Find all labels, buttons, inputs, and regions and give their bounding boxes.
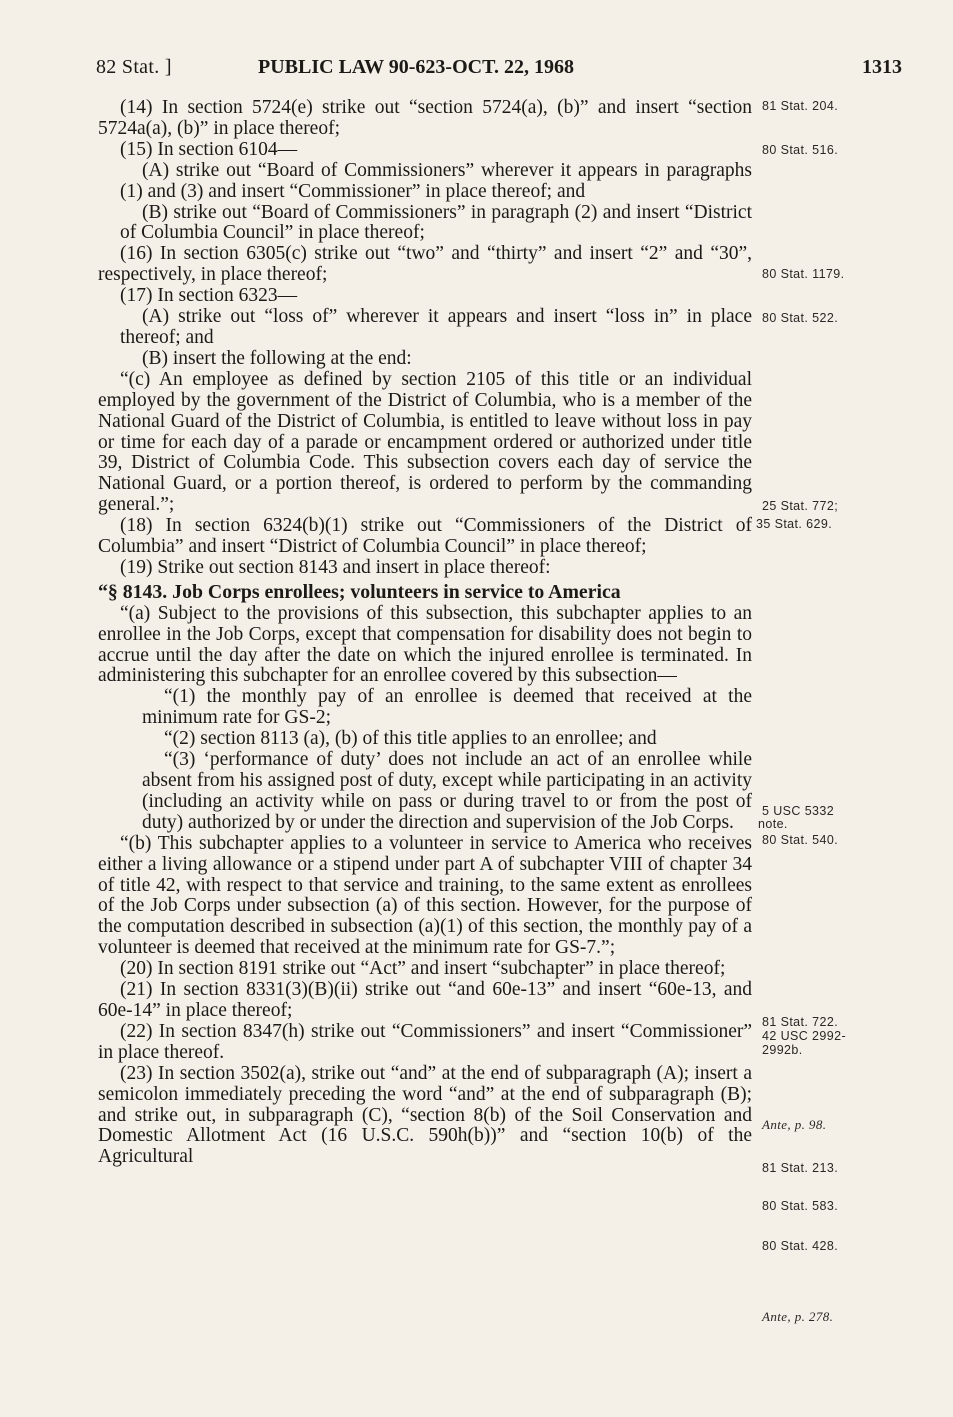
margin-citation: 80 Stat. 540. <box>762 833 839 847</box>
margin-citation: 80 Stat. 522. <box>762 311 839 325</box>
margin-citation: 25 Stat. 772; <box>762 499 839 513</box>
margin-citation: 80 Stat. 1179. <box>762 267 845 281</box>
paragraph: (14) In section 5724(e) strike out “section 5724(a), (b)” and insert “section 5724a(a), (b)” in place thereof; <box>98 97 752 139</box>
paragraph: “(c) An employee as defined by section 2105 of this title or an individual employed by the government of the District of Columbia, who is a member of the National Guard of the District of Columbia, is entitled to leave without loss in pay or time for each day of a parade or encampment ordered or authorized under title 39, District of Columbia Code. This subsection covers each day of service the National Guard, or a portion thereof, is ordered to perform by the commanding general.”; <box>98 368 752 516</box>
margin-citation: 5 USC 5332 <box>762 804 835 818</box>
margin-citation: 2992b. <box>762 1043 803 1057</box>
margin-citation: 80 Stat. 516. <box>762 143 839 157</box>
paragraph: (A) strike out “Board of Commissioners” wherever it appears in paragraphs (1) and (3) and insert “Commissioner” in place thereof; and <box>120 159 752 202</box>
paragraph: “(3) ‘performance of duty’ does not include an act of an enrollee while absent from his assigned post of duty, except while participating in an activity (including an activity while on pass or during travel to or from the post of duty) authorized by or under the direction and supervision of the Job Corps. <box>142 749 752 833</box>
margin-citation: note. <box>758 817 788 831</box>
paragraph: (20) In section 8191 strike out “Act” and insert “subchapter” in place thereof; <box>120 958 726 980</box>
paragraph: (A) strike out “loss of” wherever it appears and insert “loss in” in place thereof; and <box>120 306 752 348</box>
paragraph: (17) In section 6323— <box>120 285 298 307</box>
margin-citation: 80 Stat. 428. <box>762 1239 839 1253</box>
paragraph: “(2) section 8113 (a), (b) of this title applies to an enrollee; and <box>164 728 657 750</box>
paragraph: (B) insert the following at the end: <box>142 347 412 369</box>
margin-citation: 81 Stat. 204. <box>762 99 839 113</box>
paragraph: (22) In section 8347(h) strike out “Commissioners” and insert “Commissioner” in place thereof. <box>98 1020 752 1063</box>
paragraph: (21) In section 8331(3)(B)(ii) strike out “and 60e-13” and insert “60e-13, and 60e-14” in place thereof; <box>98 979 752 1021</box>
page-number: 1313 <box>862 56 902 78</box>
paragraph: (16) In section 6305(c) strike out “two” and “thirty” and insert “2” and “30”, respectively, in place thereof; <box>98 243 752 286</box>
paragraph: (18) In section 6324(b)(1) strike out “Commissioners of the District of Columbia” and insert “District of Columbia Council” in place thereof; <box>98 515 752 558</box>
paragraph: (23) In section 3502(a), strike out “and” at the end of subparagraph (A); insert a semicolon immediately preceding the word “and” at the end of subparagraph (B); and strike out, in subparagraph (C), “section 8(b) of the Soil Conservation and Domestic Allotment Act (16 U.S.C. 590h(b))” and “section 10(b) of the Agricultural <box>98 1062 752 1168</box>
paragraph: (B) strike out “Board of Commissioners” in paragraph (2) and insert “District of Columbia Council” in place thereof; <box>120 201 752 244</box>
margin-citation: 81 Stat. 213. <box>762 1161 839 1175</box>
paragraph: “(1) the monthly pay of an enrollee is deemed that received at the minimum rate for GS-2; <box>142 686 752 729</box>
paragraph: (15) In section 6104— <box>120 138 298 160</box>
margin-citation: Ante, p. 278. <box>762 1309 834 1324</box>
body-text <box>98 98 752 1168</box>
law-title: PUBLIC LAW 90-623-OCT. 22, 1968 <box>258 56 574 78</box>
margin-citation: 42 USC 2992- <box>762 1029 847 1043</box>
paragraph: “(b) This subchapter applies to a volunteer in service to America who receives either a living allowance or a stipend under part A of subchapter VIII of chapter 34 of title 42, with respect to that service and training, to the same extent as enrollees of the Job Corps under subsection (a) of this section. However, for the purpose of the computation described in subsection (a)(1) of this section, the monthly pay of a volunteer is deemed that received at the minimum rate for GS-7.”; <box>98 832 752 959</box>
section-heading: “§ 8143. Job Corps enrollees; volunteers in service to America <box>98 580 621 603</box>
statute-reference: 82 Stat. ] <box>96 56 172 78</box>
margin-citation: 35 Stat. 629. <box>756 517 833 531</box>
margin-citation: 81 Stat. 722. <box>762 1015 839 1029</box>
running-header <box>96 56 902 80</box>
paragraph: “(a) Subject to the provisions of this subsection, this subchapter applies to an enrollee in the Job Corps, except that compensation for disability does not begin to accrue until the day after the date on which the injured enrollee is terminated. In administering this subchapter for an enrollee covered by this subsection— <box>98 602 752 687</box>
paragraph: (19) Strike out section 8143 and insert in place thereof: <box>120 556 551 578</box>
margin-citation: 80 Stat. 583. <box>762 1199 839 1213</box>
margin-citation: Ante, p. 98. <box>762 1117 827 1132</box>
